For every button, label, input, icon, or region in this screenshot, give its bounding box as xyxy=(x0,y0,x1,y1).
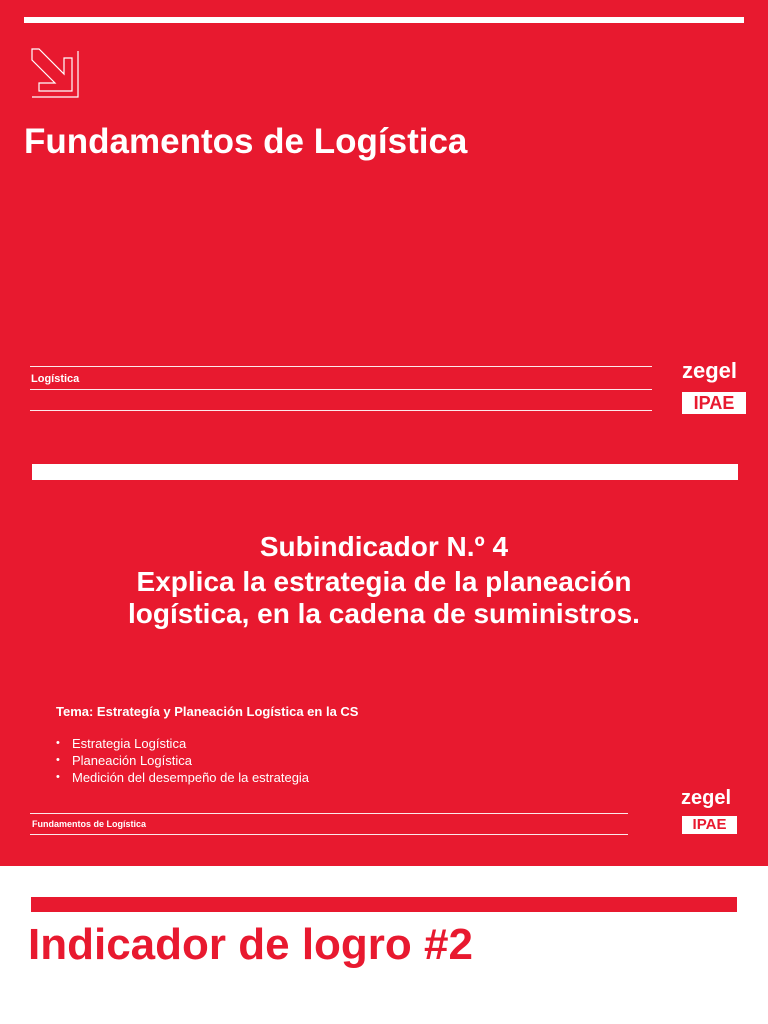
indicator-slide xyxy=(0,866,768,1024)
top-white-bar xyxy=(24,17,744,23)
zegel-logo: zegel xyxy=(682,358,738,383)
divider-line xyxy=(30,813,628,814)
list-item: • Medición del desempeño de la estrategia xyxy=(54,769,309,786)
zegel-logo: zegel xyxy=(681,787,732,809)
ipae-logo: IPAE xyxy=(682,392,746,414)
ipae-logo: IPAE xyxy=(682,816,737,834)
list-item: • Planeación Logística xyxy=(54,752,309,769)
course-label: Logística xyxy=(31,373,80,385)
subindicator-text-line1: Explica la estrategia de la planeación xyxy=(136,566,632,597)
tema-heading: Tema: Estrategía y Planeación Logística en la CS xyxy=(56,704,359,719)
title-slide xyxy=(0,0,768,433)
divider-line xyxy=(30,834,628,835)
divider-line xyxy=(30,389,652,390)
diagonal-arrow-icon xyxy=(28,45,80,99)
subindicator-text-line2: logística, en la cadena de suministros. xyxy=(128,598,640,629)
top-red-bar xyxy=(31,897,737,912)
footer-label: Fundamentos de Logística xyxy=(32,819,147,829)
indicator-heading: Indicador de logro #2 xyxy=(28,920,473,969)
subindicator-slide xyxy=(0,433,768,866)
topic-list xyxy=(54,735,309,786)
divider-line xyxy=(30,410,652,411)
page-title: Fundamentos de Logística xyxy=(24,122,468,161)
subindicator-heading: Subindicador N.º 4 xyxy=(259,531,509,562)
list-item: • Estrategia Logística xyxy=(54,735,309,752)
top-white-bar xyxy=(32,464,738,480)
divider-line xyxy=(30,366,652,367)
